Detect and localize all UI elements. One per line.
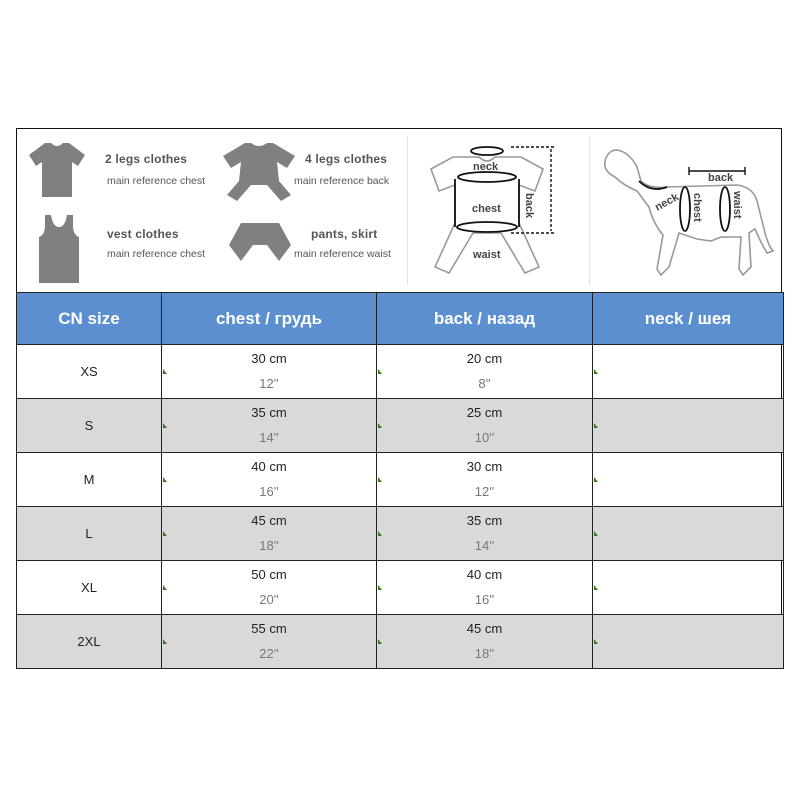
header-chest: chest / грудь [162,293,377,345]
measurement-banner [17,129,781,293]
garment-chest-label: chest [472,203,501,215]
chest-cm: 40 cm [251,459,287,474]
banner-divider [407,137,408,285]
back-cm: 40 cm [466,567,503,582]
chest-cell [162,345,377,399]
back-cell [377,453,593,507]
size-cell: M [17,453,162,507]
table-row [17,561,784,615]
banner-divider [589,137,590,285]
chest-inch: 18'' [259,538,279,553]
neck-cell [593,615,784,669]
neck-cell [593,399,784,453]
back-cell [377,615,593,669]
table-row [17,507,784,561]
neck-cell [593,345,784,399]
table-row [17,345,784,399]
chest-cell [162,615,377,669]
back-inch: 14'' [474,538,495,553]
table-header-row [17,293,784,345]
cell-marker [378,369,382,374]
cell-marker [378,531,382,536]
garment-back-label: back [523,193,535,219]
legend-pants-ref: main reference waist [294,248,391,260]
back-cell [377,399,593,453]
chest-inch: 20'' [259,592,279,607]
back-cm: 45 cm [466,621,503,636]
dog-chest-label: chest [691,193,703,222]
legend-4-legs-label: 4 legs clothes [305,152,388,166]
cell-marker [594,585,598,590]
size-cell: 2XL [17,615,162,669]
cell-marker [163,477,167,482]
dog-back-label: back [708,172,734,184]
size-cell: XL [17,561,162,615]
back-cm: 30 cm [466,459,503,474]
chest-cell [162,507,377,561]
chest-cell [162,399,377,453]
back-cm: 20 cm [466,351,503,366]
chest-cm: 55 cm [251,621,287,636]
vest-icon [39,213,79,285]
back-inch: 16'' [474,592,495,607]
chest-cm: 50 cm [251,567,287,582]
cell-marker [378,639,382,644]
tshirt-icon [27,139,87,199]
chest-inch: 12'' [259,376,279,391]
table-row [17,453,784,507]
legend-2-legs-ref: main reference chest [107,175,206,187]
cell-marker [163,531,167,536]
size-table [16,292,784,669]
back-cell [377,507,593,561]
back-inch: 10'' [474,430,495,445]
back-cm: 35 cm [466,513,503,528]
legend-2-legs-label: 2 legs clothes [105,152,188,166]
neck-cell [593,507,784,561]
dog-waist-label: waist [731,191,743,219]
chest-inch: 22'' [259,646,279,661]
four-leg-shirt-icon [221,139,297,203]
garment-neck-label: neck [473,161,499,173]
chest-inch: 16'' [259,484,279,499]
chest-cm: 45 cm [251,513,287,528]
neck-cell [593,561,784,615]
garment-waist-label: waist [473,249,501,261]
chest-inch: 14'' [259,430,279,445]
legend-pants-label: pants, skirt [311,227,378,241]
back-inch: 12'' [474,484,495,499]
cell-marker [594,477,598,482]
legend-vest-ref: main reference chest [107,248,206,260]
cell-marker [594,423,598,428]
cell-marker [594,531,598,536]
chest-cell [162,561,377,615]
cell-marker [378,477,382,482]
dog-diagram-icon [597,137,777,285]
neck-cell [593,453,784,507]
back-cm: 25 cm [466,405,503,420]
back-cell [377,561,593,615]
size-cell: L [17,507,162,561]
cell-marker [378,423,382,428]
chest-cm: 30 cm [251,351,287,366]
chest-cm: 35 cm [251,405,287,420]
back-inch: 18'' [474,646,495,661]
legend-vest-label: vest clothes [107,227,179,241]
pants-icon [227,221,293,269]
cell-marker [594,369,598,374]
header-back: back / назад [377,293,593,345]
table-row [17,615,784,669]
back-inch: 8'' [478,376,491,391]
cell-marker [163,369,167,374]
header-neck: neck / шея [593,293,784,345]
size-cell: S [17,399,162,453]
cell-marker [163,585,167,590]
back-cell [377,345,593,399]
legend-4-legs-ref: main reference back [294,175,390,187]
cell-marker [594,639,598,644]
cell-marker [378,585,382,590]
chest-cell [162,453,377,507]
table-row [17,399,784,453]
cell-marker [163,423,167,428]
header-size: CN size [17,293,162,345]
size-cell: XS [17,345,162,399]
cell-marker [163,639,167,644]
size-chart [16,128,782,668]
dog-neck-label: neck [653,191,681,214]
